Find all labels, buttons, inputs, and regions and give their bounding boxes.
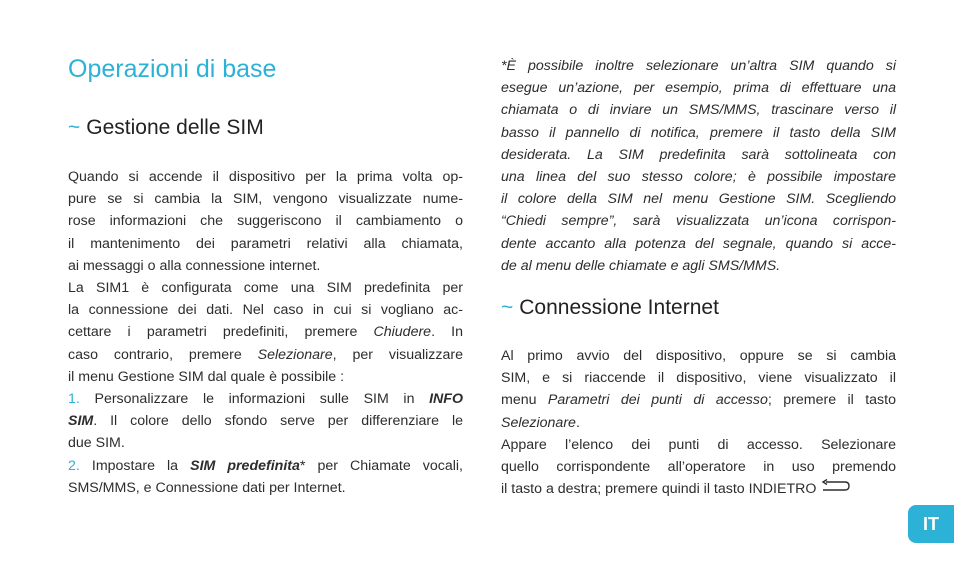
section-title-internet [501, 296, 719, 320]
text-line [501, 389, 896, 411]
text-fragment: il menu [68, 368, 118, 385]
text-line: la connessione dei dati. Nel caso in cui si vogliano ac- [68, 302, 463, 319]
selezionare-term: Selezionare [501, 414, 576, 431]
text-fragment: . Il colore dello sfondo serve per differenziare le [93, 413, 463, 430]
text-line: de al menu delle chiamate e agli SMS/MMS. [501, 257, 781, 274]
text-line [68, 344, 463, 366]
text-line [501, 478, 896, 500]
gestione-sim-term: Gestione SIM [117, 368, 204, 385]
section-title-internet-text: Connessione Internet [519, 296, 719, 319]
text-fragment: menu [501, 392, 548, 409]
text-line: La SIM1 è configurata come una SIM predefinita per [68, 280, 463, 297]
sim-term: SIM [68, 413, 94, 430]
text-fragment: Personalizzare le informazioni sulle SIM in [79, 391, 430, 408]
text-line: dente accanto alla potenza del segnale, quando si acce- [501, 235, 896, 252]
text-fragment: il tasto a destra; premere quindi il tasto INDIETRO [501, 481, 817, 498]
text-line: chiamata o di inviare un SMS/MMS, trascinare verso il [501, 102, 896, 119]
internet-paragraph [501, 345, 896, 501]
text-fragment: . [575, 414, 580, 431]
sim-paragraph [68, 166, 463, 499]
text-line [68, 321, 463, 343]
text-fragment: , per visualizzare [332, 346, 463, 363]
language-tab: IT [908, 505, 954, 543]
chiudere-term: Chiudere [373, 324, 432, 341]
info-term: INFO [429, 391, 463, 408]
list-number: 1. [68, 391, 80, 408]
tilde-mark: ~ [68, 116, 81, 139]
tilde-mark: ~ [501, 296, 514, 319]
footnote [501, 55, 896, 277]
text-fragment: . In [431, 324, 464, 341]
apn-menu-term: Parametri dei punti di accesso [547, 392, 768, 409]
text-line: desiderata. La SIM predefinita sarà sottolineata con [501, 146, 896, 163]
text-line: Quando si accende il dispositivo per la prima volta op- [68, 169, 463, 185]
text-line: quello corrispondente all’operatore in uso premendo [501, 459, 896, 476]
text-line: il mantenimento dei parametri relativi alla chiamata, [68, 235, 463, 252]
text-line: una linea del suo stesso colore; è possibile impostare [501, 169, 896, 186]
text-line: due SIM. [68, 435, 125, 452]
text-line: Appare l’elenco dei punti di accesso. Selezionare [501, 436, 896, 453]
text-line: SMS/MMS, e Connessione dati per Internet. [68, 479, 346, 496]
section-title-sim-text: Gestione delle SIM [86, 116, 264, 139]
selezionare-term: Selezionare [257, 346, 333, 363]
text-line: il colore della SIM nel menu Gestione SIM. Scegliendo [501, 191, 896, 208]
list-item-2 [68, 455, 463, 477]
text-line: basso il pannello di notifica, premere il tasto della SIM [501, 124, 896, 141]
section-title-sim [68, 116, 264, 140]
text-fragment: Impostare la [79, 457, 191, 474]
text-line: *È possibile inoltre selezionare un’altra SIM quando si [501, 58, 896, 74]
text-line: “Chiedi sempre”, sarà visualizzata un’icona corrispon- [501, 213, 896, 230]
list-item-1 [68, 388, 463, 410]
text-fragment: caso contrario, premere [68, 346, 258, 363]
text-fragment: ; premere il tasto [767, 392, 896, 409]
text-line: esegue un’azione, per esempio, prima di effettuare una [501, 80, 896, 97]
text-line: rose informazioni che suggeriscono il cambiamento o [68, 213, 463, 230]
text-fragment: cettare i parametri predefiniti, premere [68, 324, 374, 341]
list-number: 2. [68, 457, 80, 474]
text-line: SIM, e si riaccende il dispositivo, viene visualizzato il [501, 370, 896, 387]
text-line: ai messaggi o alla connessione internet. [68, 257, 321, 274]
sim-predefinita-term: SIM predefinita [190, 457, 300, 474]
text-fragment: * per Chiamate vocali, [299, 457, 463, 474]
text-line [68, 366, 463, 388]
back-arrow-icon [820, 478, 850, 500]
text-line: pure se si cambia la SIM, vengono visualizzate nume- [68, 191, 463, 208]
text-line [68, 410, 463, 432]
text-fragment: dal quale è possibile : [203, 368, 345, 385]
text-line [501, 412, 896, 434]
page-title: Operazioni di base [68, 55, 277, 83]
text-line: Al primo avvio del dispositivo, oppure se si cambia [501, 348, 896, 364]
